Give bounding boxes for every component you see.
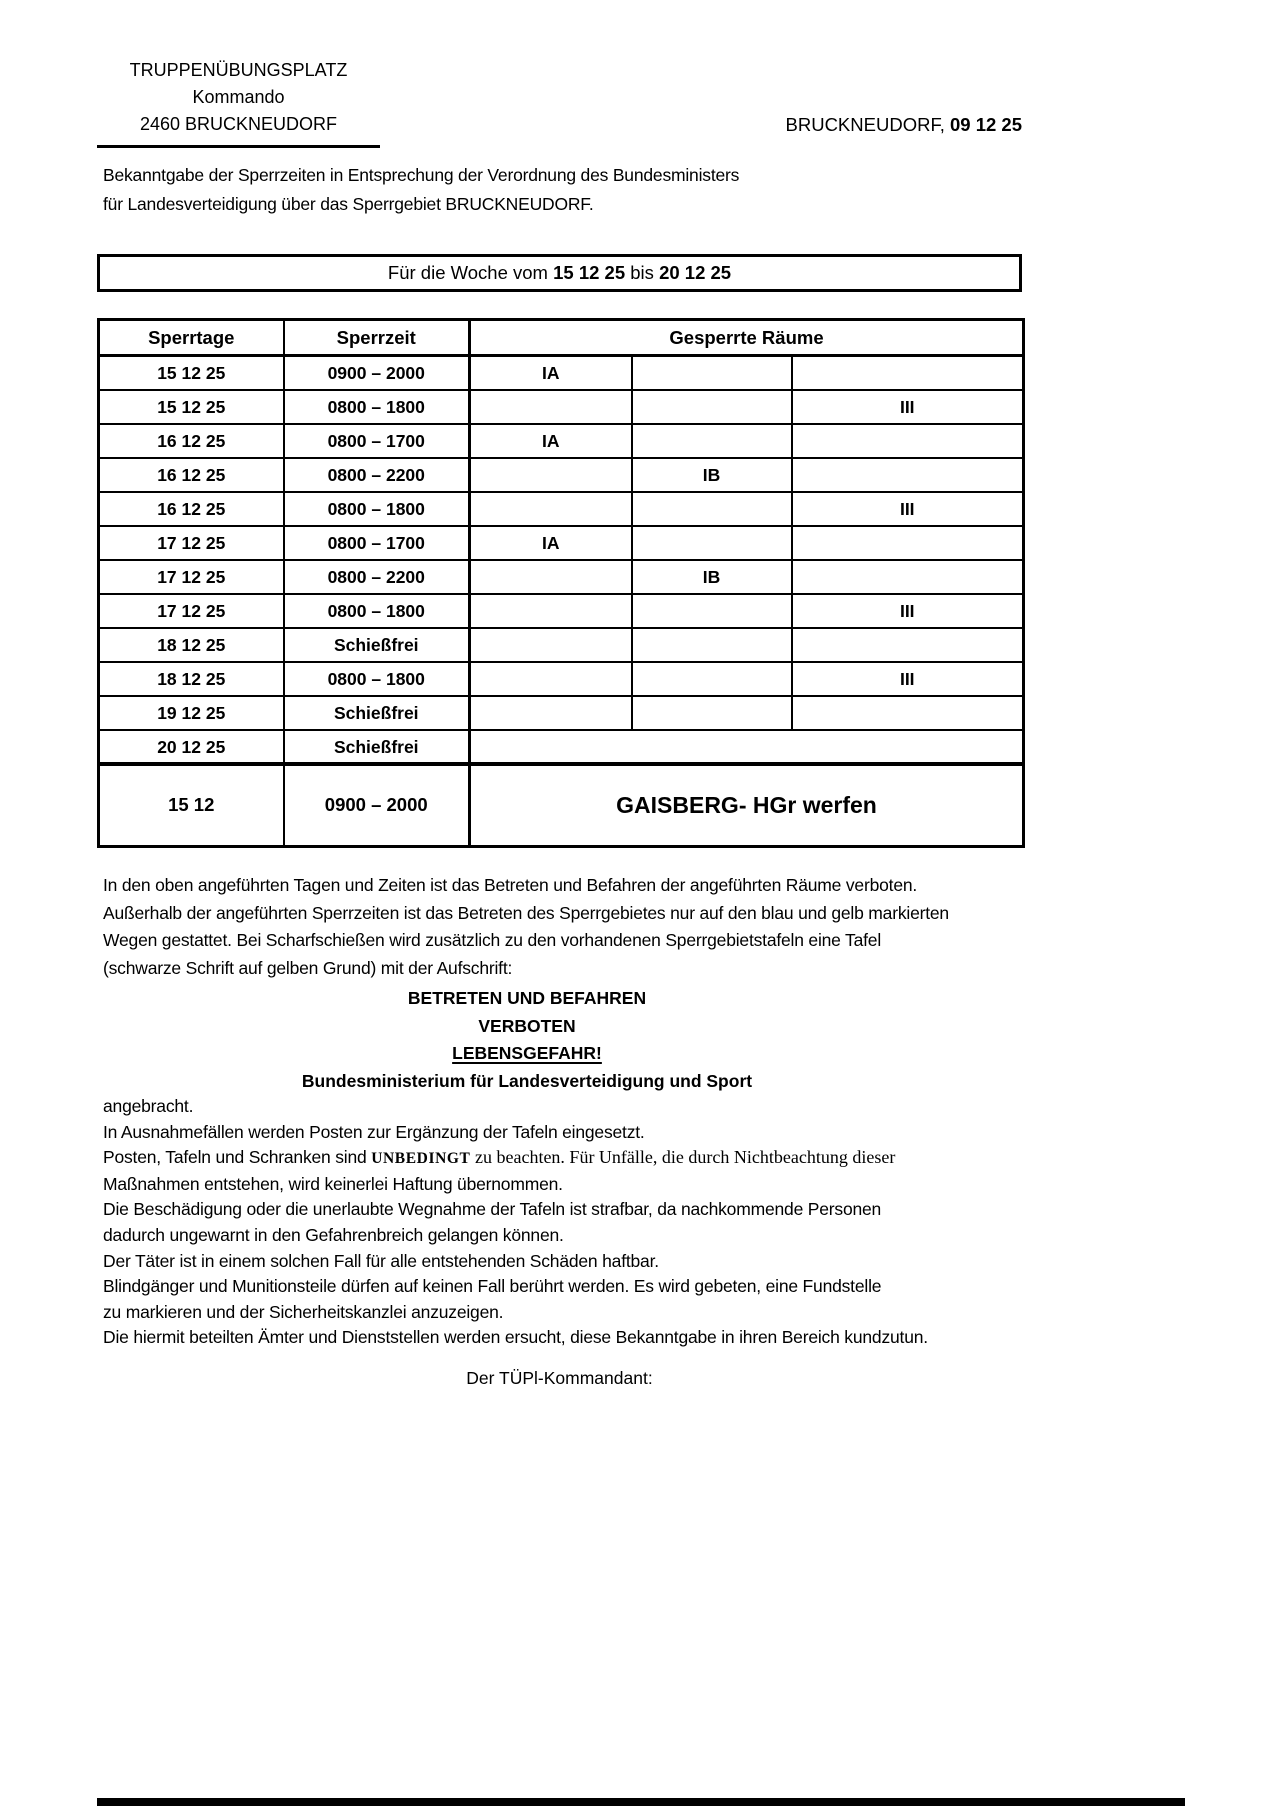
cell-area-c: III: [792, 390, 1024, 424]
cell-area-a: [470, 662, 632, 696]
paragraph-line: dadurch ungewarnt in den Gefahrenbreich gelangen können.: [103, 1224, 564, 1245]
cell-time: 0800 – 1800: [284, 492, 470, 526]
cell-date: 17 12 25: [99, 560, 284, 594]
table-row: [99, 526, 1024, 560]
cell-time: 0800 – 1700: [284, 424, 470, 458]
week-banner-prefix: Für die Woche vom: [387, 262, 554, 283]
cell-area-c: [792, 628, 1024, 662]
cell-area-b: [632, 492, 792, 526]
paragraph-line: Wegen gestattet. Bei Scharfschießen wird zusätzlich zu den vorhandenen Sperrgebietstafeln eine Tafel: [103, 930, 882, 950]
announcement-intro: [103, 161, 739, 218]
cell-area-c: III: [792, 492, 1024, 526]
warning-line-verboten: VERBOTEN: [478, 1015, 576, 1036]
paragraph-line: Maßnahmen entstehen, wird keinerlei Haftung übernommen.: [103, 1173, 563, 1194]
cell-time: 0800 – 2200: [284, 560, 470, 594]
table-row: [99, 458, 1024, 492]
table-row: [99, 424, 1024, 458]
paragraph-line: Der Täter ist in einem solchen Fall für alle entstehenden Schäden haftbar.: [103, 1250, 659, 1271]
notes-paragraph: [103, 1094, 928, 1351]
cell-time: Schießfrei: [284, 730, 470, 765]
cell-area-c: [792, 356, 1024, 391]
paragraph-line: Die Beschädigung oder die unerlaubte Wegnahme der Tafeln ist strafbar, da nachkommende Personen: [103, 1199, 882, 1220]
closure-schedule-table: [97, 318, 1025, 766]
cell-time: 0800 – 2200: [284, 458, 470, 492]
cell-area-c: III: [792, 662, 1024, 696]
header-sperrtage: Sperrtage: [99, 320, 284, 356]
cell-time: Schießfrei: [284, 628, 470, 662]
cell-area-b: [632, 594, 792, 628]
cell-area-b: [632, 356, 792, 391]
cell-area-a: [470, 594, 632, 628]
special-event-activity: GAISBERG- HGr werfen: [470, 764, 1024, 847]
week-banner-from-date: 15 12 25: [553, 262, 626, 283]
table-row: [99, 560, 1024, 594]
commander-signature-line: Der TÜPl-Kommandant:: [466, 1368, 653, 1388]
warning-sign-text: [97, 985, 957, 1095]
letterhead-location: 2460 BRUCKNEUDORF: [139, 114, 338, 134]
next-section-top-border: [97, 1798, 1185, 1806]
cell-area-a: [470, 560, 632, 594]
letterhead-unit: TRUPPENÜBUNGSPLATZ: [129, 60, 348, 80]
letterhead-command: Kommando: [192, 87, 285, 107]
cell-area-a: IA: [470, 424, 632, 458]
cell-date: 18 12 25: [99, 628, 284, 662]
cell-area-b: [632, 696, 792, 730]
table-row: [99, 594, 1024, 628]
cell-area-b: [632, 662, 792, 696]
cell-time: 0800 – 1800: [284, 662, 470, 696]
mixed-line-sans-part: Posten, Tafeln und Schranken sind: [103, 1147, 372, 1168]
intro-line: für Landesverteidigung über das Sperrgebiet BRUCKNEUDORF.: [103, 193, 594, 214]
special-event-row: [99, 764, 1024, 847]
paragraph-line: Blindgänger und Munitionsteile dürfen auf keinen Fall berührt werden. Es wird gebeten, eine Fundstelle: [103, 1276, 882, 1297]
cell-date: 16 12 25: [99, 492, 284, 526]
dateline: [97, 114, 1022, 136]
cell-area-c: [792, 526, 1024, 560]
cell-area-a: [470, 492, 632, 526]
cell-area-c: [792, 560, 1024, 594]
cell-area-c: [792, 424, 1024, 458]
warning-line-ministry: Bundesministerium für Landesverteidigung und Sport: [301, 1070, 753, 1091]
table-row: [99, 730, 1024, 765]
week-banner: [97, 254, 1022, 292]
cell-date: 19 12 25: [99, 696, 284, 730]
cell-area-c: [792, 458, 1024, 492]
week-banner-to-date: 20 12 25: [659, 262, 732, 283]
header-sperrzeit: Sperrzeit: [284, 320, 470, 356]
mixed-line-emphasis: UNBEDINGT: [371, 1150, 471, 1168]
cell-time: 0800 – 1800: [284, 594, 470, 628]
table-row: [99, 390, 1024, 424]
cell-area-b: [632, 526, 792, 560]
paragraph-line: (schwarze Schrift auf gelben Grund) mit der Aufschrift:: [103, 957, 513, 978]
cell-area-a: [470, 390, 632, 424]
table-row: [99, 628, 1024, 662]
week-banner-middle: bis: [625, 262, 660, 283]
table-row: [99, 696, 1024, 730]
table-row: [99, 662, 1024, 696]
cell-area-a: [470, 628, 632, 662]
intro-line: Bekanntgabe der Sperrzeiten in Entsprechung der Verordnung des Bundesministers: [103, 165, 740, 185]
paragraph-line: angebracht.: [103, 1096, 194, 1116]
cell-area-b: IB: [632, 560, 792, 594]
cell-area-b: IB: [632, 458, 792, 492]
special-event-table: [97, 762, 1025, 848]
table-header-row: [99, 320, 1024, 356]
header-gesperrte-raeume: Gesperrte Räume: [470, 320, 1024, 356]
table-row: [99, 356, 1024, 391]
special-event-date: 15 12: [99, 764, 284, 847]
cell-area-b: [632, 390, 792, 424]
mixed-line-serif-part: zu beachten. Für Unfälle, die durch Nichtbeachtung dieser: [470, 1147, 896, 1168]
cell-date: 16 12 25: [99, 458, 284, 492]
special-event-time: 0900 – 2000: [284, 764, 470, 847]
cell-time: 0800 – 1800: [284, 390, 470, 424]
paragraph-line: Die hiermit beteilten Ämter und Dienststellen werden ersucht, diese Bekanntgabe in ihren Bereich kundzutun.: [103, 1327, 928, 1348]
cell-date: 17 12 25: [99, 526, 284, 560]
cell-date: 15 12 25: [99, 390, 284, 424]
cell-area-a: IA: [470, 356, 632, 391]
cell-date: 16 12 25: [99, 424, 284, 458]
dateline-place: BRUCKNEUDORF,: [785, 114, 950, 135]
warning-line-lebensgefahr: LEBENSGEFAHR!: [452, 1043, 602, 1063]
cell-time: Schießfrei: [284, 696, 470, 730]
cell-time: 0800 – 1700: [284, 526, 470, 560]
warning-line-betreten: BETRETEN UND BEFAHREN: [407, 988, 647, 1008]
cell-area-a: [470, 696, 632, 730]
paragraph-line: Außerhalb der angeführten Sperrzeiten ist das Betreten des Sperrgebietes nur auf den blau und gelb markierten: [103, 902, 949, 923]
cell-areas-merged: [470, 730, 1024, 765]
table-row: [99, 492, 1024, 526]
cell-area-b: [632, 424, 792, 458]
cell-date: 15 12 25: [99, 356, 284, 391]
cell-area-a: [470, 458, 632, 492]
paragraph-line: In Ausnahmefällen werden Posten zur Ergänzung der Tafeln eingesetzt.: [103, 1121, 645, 1142]
dateline-date: 09 12 25: [949, 114, 1022, 135]
cell-area-a: IA: [470, 526, 632, 560]
rules-paragraph: [103, 872, 949, 982]
cell-area-c: III: [792, 594, 1024, 628]
cell-date: 18 12 25: [99, 662, 284, 696]
cell-area-c: [792, 696, 1024, 730]
cell-date: 20 12 25: [99, 730, 284, 765]
cell-area-b: [632, 628, 792, 662]
paragraph-line: In den oben angeführten Tagen und Zeiten ist das Betreten und Befahren der angeführten Räume verboten.: [103, 875, 918, 895]
cell-time: 0900 – 2000: [284, 356, 470, 391]
cell-date: 17 12 25: [99, 594, 284, 628]
paragraph-line: zu markieren und der Sicherheitskanzlei anzuzeigen.: [103, 1301, 504, 1322]
paragraph-line-mixed: [103, 1145, 928, 1172]
